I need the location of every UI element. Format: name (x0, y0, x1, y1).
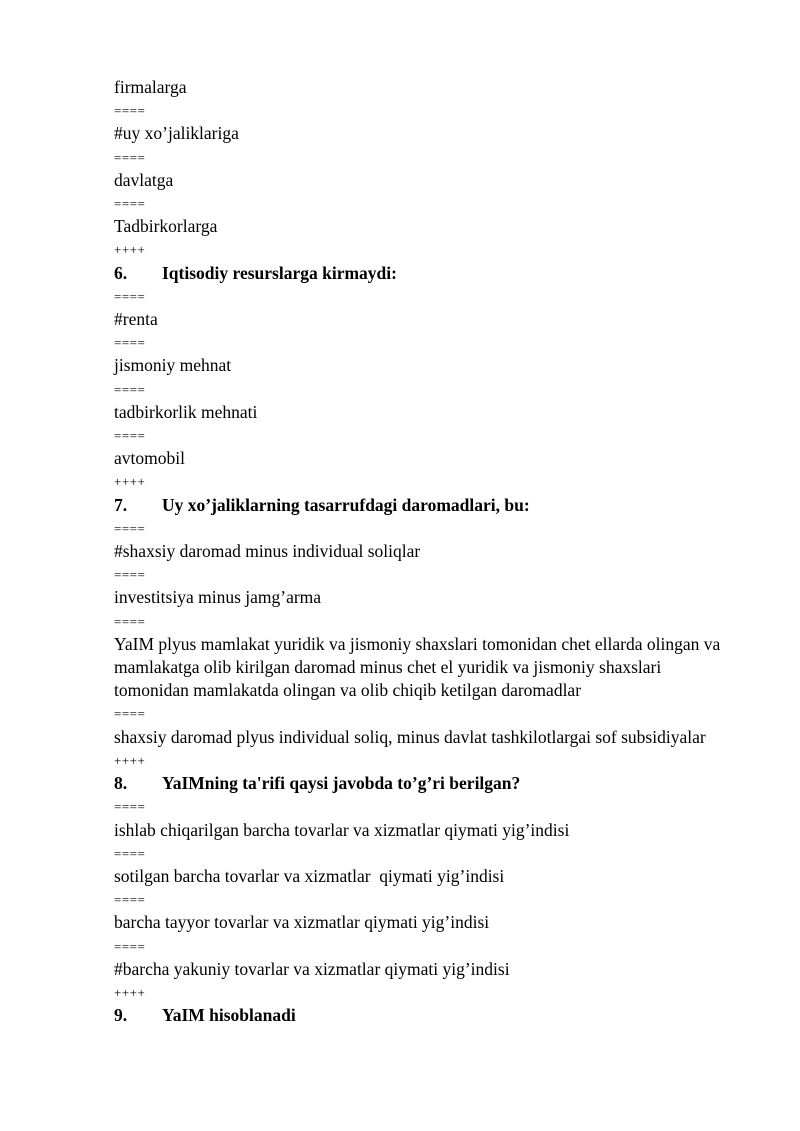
answer-option: ishlab chiqarilgan barcha tovarlar va xizmatlar qiymati yig’indisi (114, 819, 570, 840)
question-end-marker: ++++ (114, 242, 146, 258)
question-heading (114, 494, 724, 517)
answer-option: jismoniy mehnat (114, 355, 232, 376)
question-text: Uy xo’jaliklarning tasarrufdagi daromadlari, bu: (162, 494, 530, 515)
option-separator: ==== (114, 103, 146, 119)
answer-option: Tadbirkorlarga (114, 216, 218, 237)
option-separator: ==== (114, 149, 146, 165)
answer-option: #barcha yakuniy tovarlar va xizmatlar qiymati yig’indisi (114, 958, 510, 979)
option-separator: ==== (114, 381, 146, 397)
option-separator: ==== (114, 892, 146, 908)
answer-option: davlatga (114, 169, 174, 190)
answer-option: #uy xo’jaliklariga (114, 123, 239, 144)
question-text: Iqtisodiy resurslarga kirmaydi: (162, 262, 397, 283)
question-end-marker: ++++ (114, 752, 146, 768)
document-page (114, 76, 724, 1027)
question-heading (114, 772, 724, 795)
question-heading (114, 1004, 724, 1027)
option-separator: ==== (114, 335, 146, 351)
question-number: 8. (114, 773, 128, 794)
question-number: 7. (114, 494, 128, 515)
answer-option: YaIM plyus mamlakat yuridik va jismoniy shaxslari tomonidan chet ellarda olingan va mamlakatga olib kirilgan daromad minus chet el yuridik va jismoniy shaxslari tomonidan mamlakatda olingan va olib chiqib ketilgan daromadlar (114, 633, 725, 701)
answer-option: #shaxsiy daromad minus individual soliqlar (114, 541, 421, 562)
answer-option: firmalarga (114, 77, 187, 97)
answer-option: #renta (114, 309, 158, 330)
question-number: 9. (114, 1005, 128, 1026)
answer-option: barcha tayyor tovarlar va xizmatlar qiymati yig’indisi (114, 912, 490, 933)
answer-option: investitsiya minus jamg’arma (114, 587, 322, 608)
question-number: 6. (114, 262, 128, 283)
question-heading (114, 262, 724, 285)
option-separator: ==== (114, 428, 146, 444)
question-text: YaIM hisoblanadi (162, 1005, 296, 1026)
question-end-marker: ++++ (114, 984, 146, 1000)
option-separator: ==== (114, 520, 146, 536)
question-text: YaIMning ta'rifi qaysi javobda to’g’ri berilgan? (162, 773, 521, 794)
question-end-marker: ++++ (114, 474, 146, 490)
option-separator: ==== (114, 567, 146, 583)
answer-option: tadbirkorlik mehnati (114, 401, 258, 422)
option-separator: ==== (114, 196, 146, 212)
option-separator: ==== (114, 288, 146, 304)
answer-option: avtomobil (114, 448, 185, 469)
option-separator: ==== (114, 799, 146, 815)
option-separator: ==== (114, 706, 146, 722)
answer-option: shaxsiy daromad plyus individual soliq, minus davlat tashkilotlargai sof subsidiyalar (114, 726, 706, 747)
answer-option: sotilgan barcha tovarlar va xizmatlar qiymati yig’indisi (114, 865, 505, 886)
option-separator: ==== (114, 938, 146, 954)
option-separator: ==== (114, 845, 146, 861)
option-separator: ==== (114, 613, 146, 629)
